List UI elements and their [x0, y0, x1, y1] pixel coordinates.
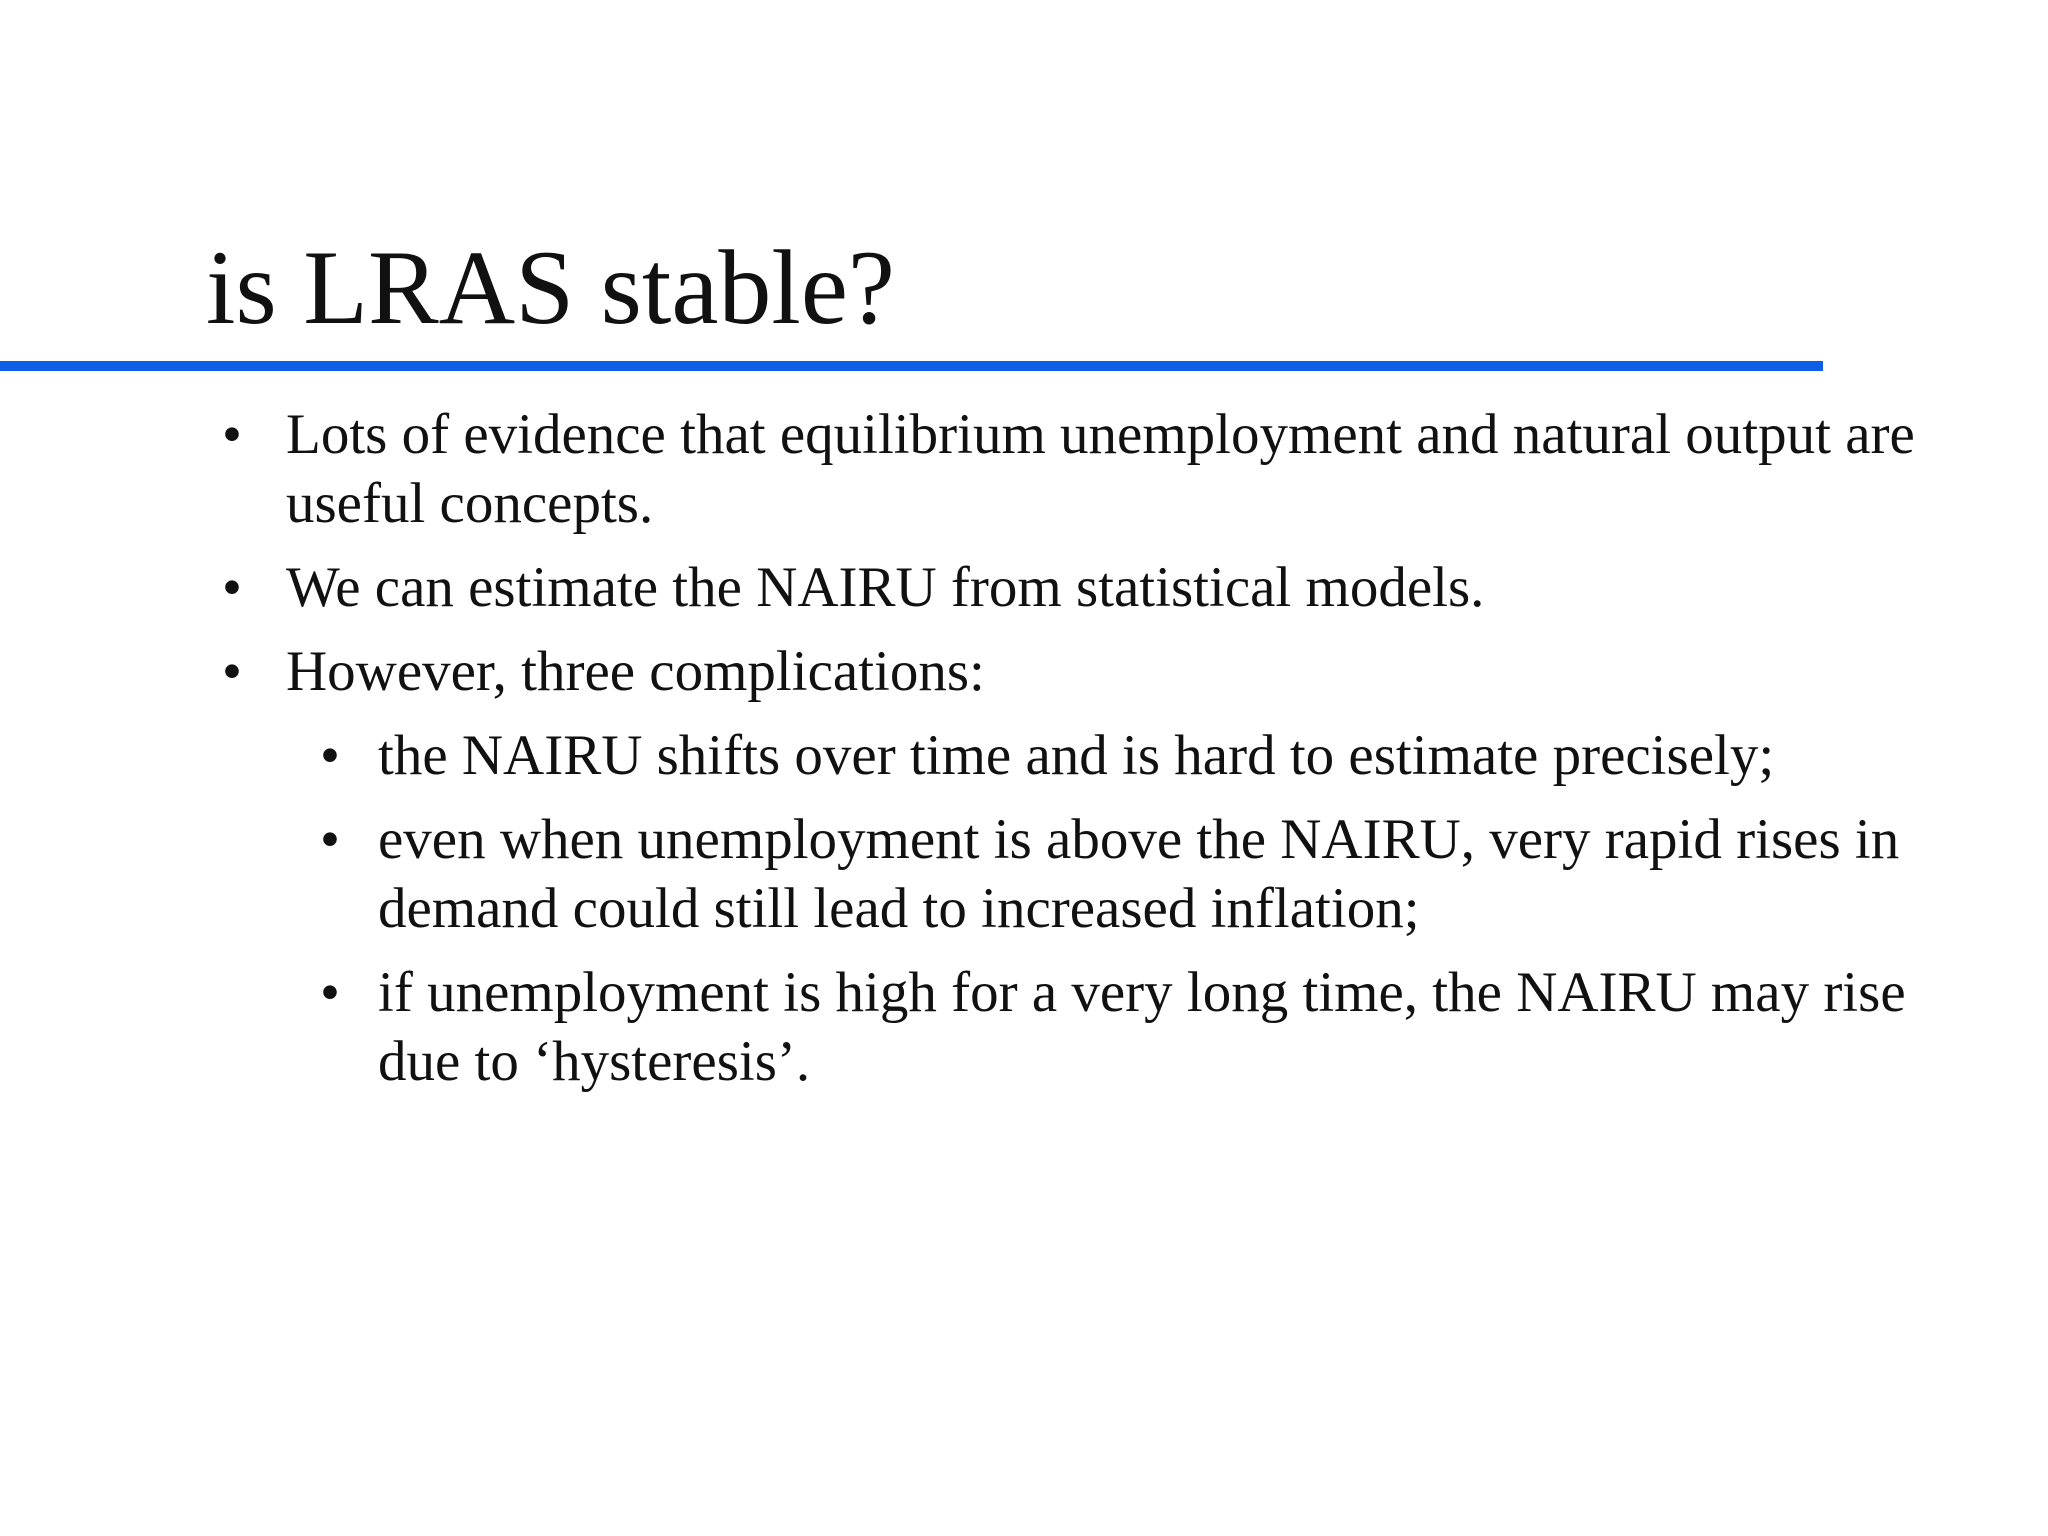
bullet-list	[0, 400, 2048, 1111]
bullet-icon: •	[320, 808, 340, 871]
bullet-icon: •	[320, 724, 340, 787]
sub-bullet-item	[0, 958, 2048, 1096]
bullet-text: However, three complications:	[286, 640, 985, 703]
bullet-icon: •	[222, 640, 242, 703]
bullet-icon: •	[222, 556, 242, 619]
bullet-item	[0, 400, 2048, 538]
bullet-item	[0, 553, 2048, 622]
sub-bullet-text: if unemployment is high for a very long time, the NAIRU may rise due to ‘hysteresis’.	[378, 961, 1906, 1093]
bullet-icon: •	[320, 961, 340, 1024]
slide-title: is LRAS stable?	[206, 229, 895, 346]
bullet-icon: •	[222, 403, 242, 466]
sub-bullet-text: even when unemployment is above the NAIRU, very rapid rises in demand could still lead to increased inflation;	[378, 808, 1900, 940]
bullet-item	[0, 637, 2048, 706]
sub-bullet-item	[0, 805, 2048, 943]
title-underline	[0, 361, 1823, 371]
sub-bullet-text: the NAIRU shifts over time and is hard to estimate precisely;	[378, 724, 1775, 787]
sub-bullet-item	[0, 721, 2048, 790]
bullet-text: Lots of evidence that equilibrium unemployment and natural output are useful concepts.	[286, 403, 1915, 535]
bullet-text: We can estimate the NAIRU from statistical models.	[286, 556, 1485, 619]
